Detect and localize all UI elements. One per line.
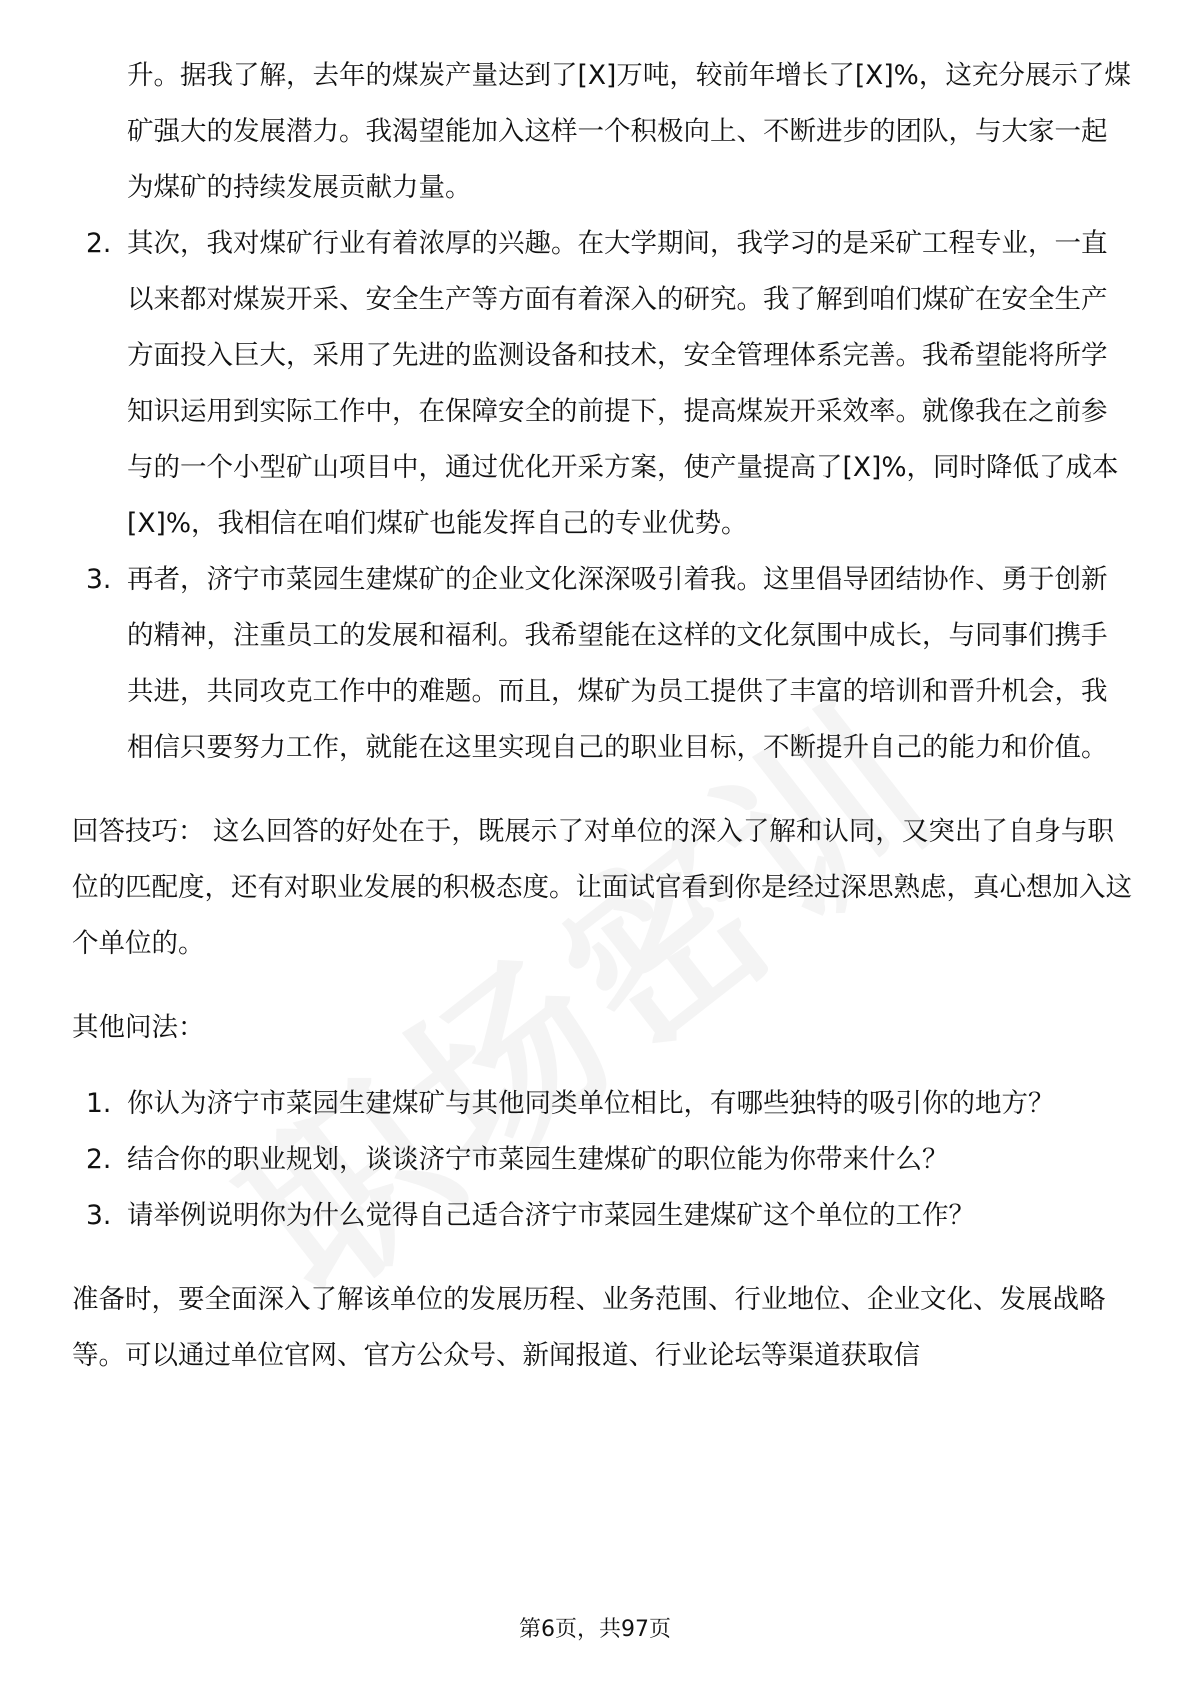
list-item bbox=[72, 216, 1132, 552]
list-item bbox=[72, 1076, 1132, 1132]
list-item bbox=[72, 552, 1132, 776]
list-item-text: 其次，我对煤矿行业有着浓厚的兴趣。在大学期间，我学习的是采矿工程专业，一直以来都对煤炭开采、安全生产等方面有着深入的研究。我了解到咱们煤矿在安全生产方面投入巨大，采用了先进的监测设备和技术，安全管理体系完善。我希望能将所学知识运用到实际工作中，在保障安全的前提下，提高煤炭开采效率。就像我在之前参与的一个小型矿山项目中，通过优化开采方案，使产量提高了[X]%，同时降低了成本[X]%，我相信在咱们煤矿也能发挥自己的专业优势。 bbox=[127, 228, 1119, 539]
list-number: 3. bbox=[86, 1200, 112, 1231]
list-item bbox=[72, 1188, 1132, 1244]
other-questions-heading: 其他问法： bbox=[72, 1012, 205, 1043]
preparation-paragraph: 准备时，要全面深入了解该单位的发展历程、业务范围、行业地位、企业文化、发展战略等。可以通过单位官网、官方公众号、新闻报道、行业论坛等渠道获取信 bbox=[72, 1284, 1106, 1371]
list-number: 1. bbox=[86, 1088, 112, 1119]
list-item-text: 结合你的职业规划，谈谈济宁市菜园生建煤矿的职位能为你带来什么？ bbox=[127, 1144, 949, 1175]
intro-continuation: 升。据我了解，去年的煤炭产量达到了[X]万吨，较前年增长了[X]%，这充分展示了煤矿强大的发展潜力。我渴望能加入这样一个积极向上、不断进步的团队，与大家一起为煤矿的持续发展贡献力量。 bbox=[127, 60, 1131, 203]
document-body bbox=[72, 48, 1132, 1384]
list-number: 3. bbox=[86, 564, 112, 595]
other-questions-list bbox=[72, 1076, 1132, 1244]
list-item bbox=[72, 1132, 1132, 1188]
reasons-list bbox=[72, 216, 1132, 776]
list-item-text: 请举例说明你为什么觉得自己适合济宁市菜园生建煤矿这个单位的工作？ bbox=[127, 1200, 975, 1231]
page-footer: 第6页，共97页 bbox=[519, 1617, 671, 1642]
list-number: 2. bbox=[86, 228, 112, 259]
list-number: 2. bbox=[86, 1144, 112, 1175]
list-item-text: 你认为济宁市菜园生建煤矿与其他同类单位相比，有哪些独特的吸引你的地方？ bbox=[127, 1088, 1055, 1119]
answer-tips: 回答技巧： 这么回答的好处在于，既展示了对单位的深入了解和认同，又突出了自身与职位的匹配度，还有对职业发展的积极态度。让面试官看到你是经过深思熟虑，真心想加入这个单位的。 bbox=[72, 816, 1132, 959]
list-item-text: 再者，济宁市菜园生建煤矿的企业文化深深吸引着我。这里倡导团结协作、勇于创新的精神，注重员工的发展和福利。我希望能在这样的文化氛围中成长，与同事们携手共进，共同攻克工作中的难题。而且，煤矿为员工提供了丰富的培训和晋升机会，我相信只要努力工作，就能在这里实现自己的职业目标，不断提升自己的能力和价值。 bbox=[127, 564, 1108, 763]
